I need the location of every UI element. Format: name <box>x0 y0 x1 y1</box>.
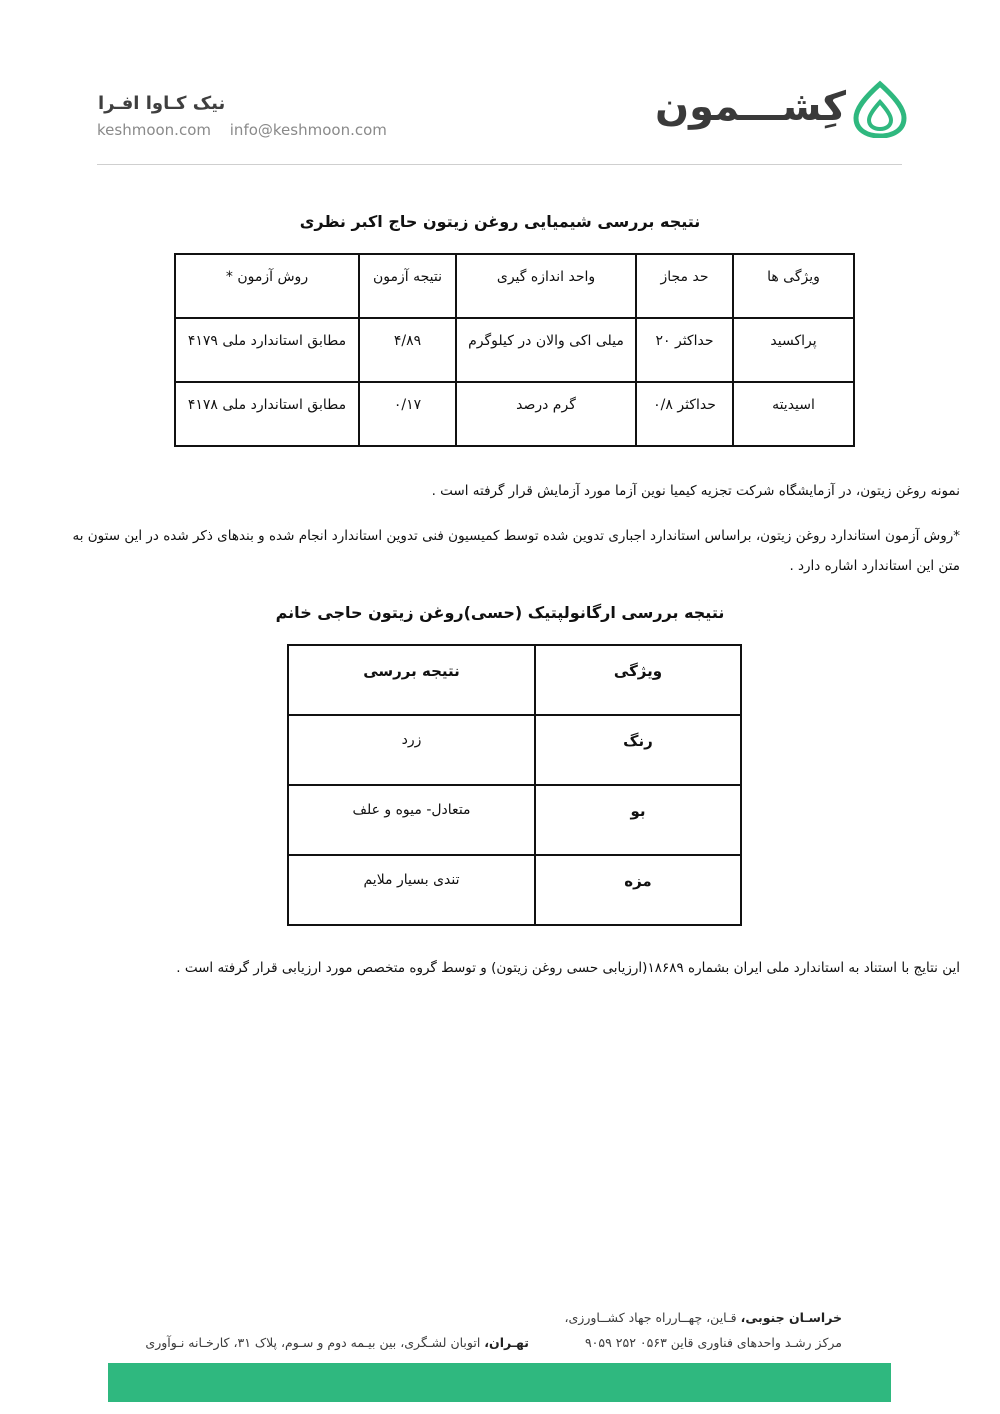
table-header-cell: ویژگی ها <box>733 254 854 318</box>
footer-city: تهـران، <box>484 1335 529 1350</box>
table-cell: میلی اکی والان در کیلوگرم <box>456 318 636 382</box>
chemical-table <box>174 253 855 447</box>
table-header-cell: حد مجاز <box>636 254 733 318</box>
table-row <box>288 715 741 785</box>
table-header-cell: ویژگی <box>535 645 741 715</box>
table-cell: مطابق استاندارد ملی ۴۱۷۹ <box>175 318 359 382</box>
footer-tehran-line: اتوبان لشـگری، بین بیـمه دوم و سـوم، پلاک ۳۱، کارخـانه نـوآوری <box>145 1335 485 1350</box>
table-cell: متعادل- میوه و علف <box>288 785 535 855</box>
header-divider <box>97 164 902 165</box>
table-row <box>175 318 854 382</box>
table-header-cell: نتیجه بررسی <box>288 645 535 715</box>
table-cell: حداکثر ۰/۸ <box>636 382 733 446</box>
table-header-row <box>175 254 854 318</box>
brand-name: کِشـــمون <box>654 84 846 130</box>
table-header-cell: نتیجه آزمون <box>359 254 456 318</box>
organoleptic-title: نتیجه بررسی ارگانولپتیک (حسی)روغن زیتون حاجی خانم <box>275 603 725 622</box>
footer-province: خراسـان جنوبی، <box>740 1310 842 1325</box>
table-cell: رنگ <box>535 715 741 785</box>
chemical-title: نتیجه بررسی شیمیایی روغن زیتون حاج اکبر نظری <box>299 212 701 231</box>
table-header-cell: واحد اندازه گیری <box>456 254 636 318</box>
table-header-cell: روش آزمون * <box>175 254 359 318</box>
website-link[interactable]: keshmoon.com <box>97 121 211 139</box>
brand-logo-block <box>654 78 908 142</box>
table-cell: اسیدیته <box>733 382 854 446</box>
table-cell: تندی بسیار ملایم <box>288 855 535 925</box>
table-cell: مزه <box>535 855 741 925</box>
table-row <box>288 855 741 925</box>
table-header-row <box>288 645 741 715</box>
contact-line <box>97 121 401 139</box>
email-link[interactable]: info@keshmoon.com <box>229 121 387 139</box>
footer-address-tehran <box>145 1335 529 1350</box>
table-cell: پراکسید <box>733 318 854 382</box>
footer-address-line2: مرکز رشـد واحدهای فناوری قاین ۰۵۶۳ ۲۵۲ ۹۰۵۹ <box>584 1335 842 1350</box>
footer-address-line1: قـاین، چهــارراه جهاد کشــاورزی، <box>564 1310 741 1325</box>
table-row <box>175 382 854 446</box>
organoleptic-table <box>287 644 742 926</box>
table-row <box>288 785 741 855</box>
conclusion-text: این نتایج با استناد به استاندارد ملی ایران بشماره ۱۸۶۸۹(ارزیابی حسی روغن زیتون) و توسط گروه متخصص مورد ارزیابی قرار گرفته است . <box>176 960 960 976</box>
table-cell: ۴/۸۹ <box>359 318 456 382</box>
table-cell: ۰/۱۷ <box>359 382 456 446</box>
company-name: نیک کـاوا افـرا <box>98 93 226 114</box>
table-cell: بو <box>535 785 741 855</box>
footer-accent-bar <box>108 1363 891 1402</box>
table-cell: زرد <box>288 715 535 785</box>
table-cell: حداکثر ۲۰ <box>636 318 733 382</box>
method-note: *روش آزمون استاندارد روغن زیتون، براساس استاندارد اجباری تدوین شده توسط کمیسیون فنی تدوین استاندارد انجام شده و بندهای ذکر شده در این ستون به متن این استاندارد اشاره دارد . <box>72 528 960 574</box>
table-cell: مطابق استاندارد ملی ۴۱۷۸ <box>175 382 359 446</box>
sample-note: نمونه روغن زیتون، در آزمایشگاه شرکت تجزیه کیمیا نوین آزما مورد آزمایش قرار گرفته است . <box>431 483 960 499</box>
footer-address-qaen <box>564 1310 842 1325</box>
leaf-logo-icon <box>852 80 908 138</box>
table-cell: گرم درصد <box>456 382 636 446</box>
